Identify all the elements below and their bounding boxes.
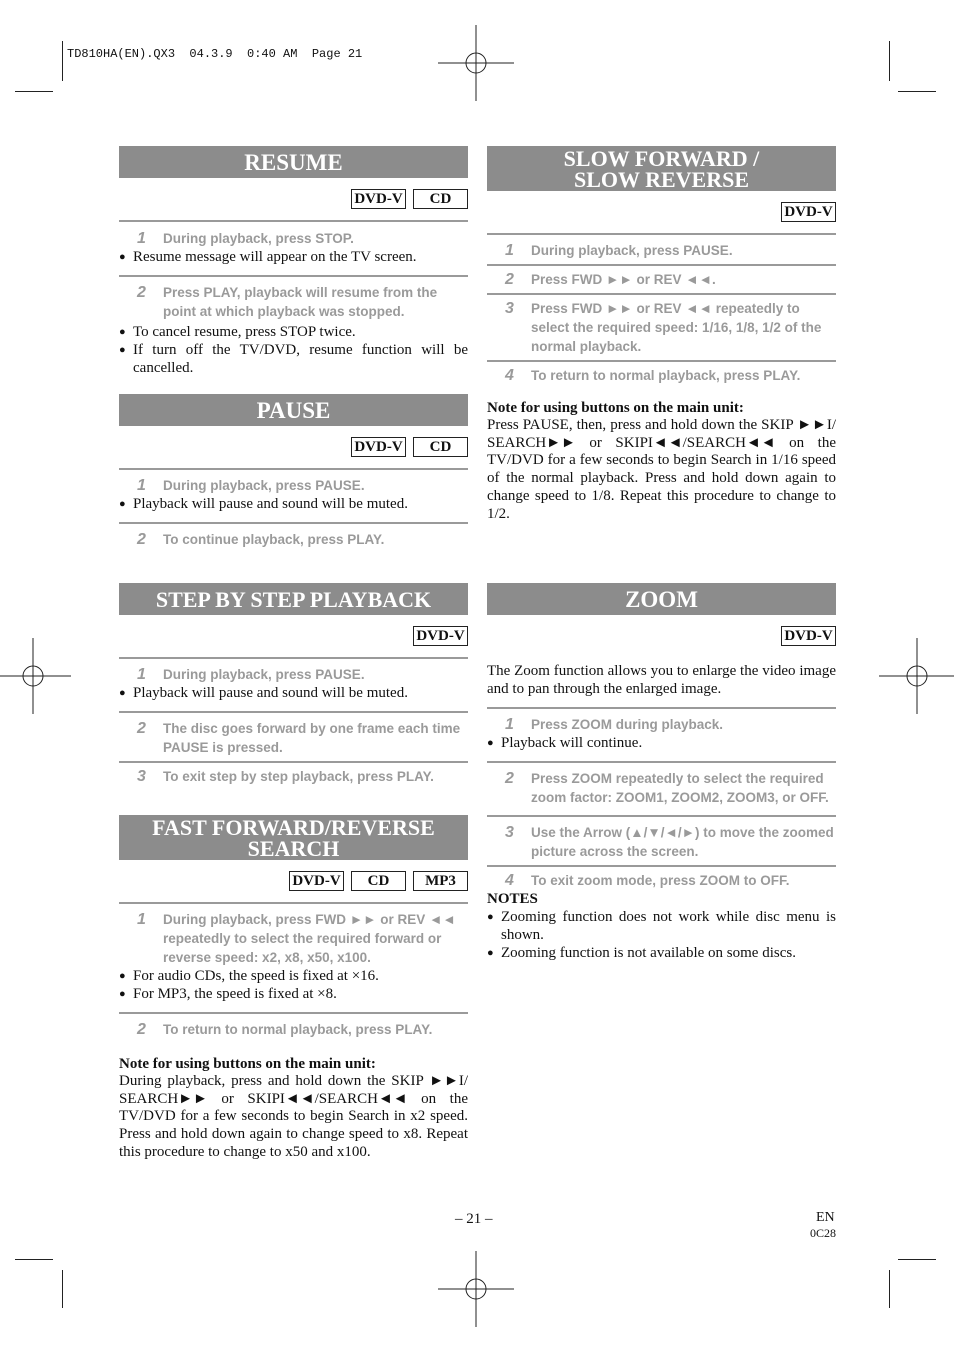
slow-section	[487, 146, 836, 523]
fast-search-note-title: Note for using buttons on the main unit:	[119, 1056, 376, 1072]
divider	[119, 761, 468, 763]
step-number: 1	[137, 911, 146, 928]
step-text: During playback, press PAUSE.	[163, 667, 365, 682]
slow-step-2	[487, 270, 836, 289]
bullet-icon: ●	[119, 687, 126, 699]
crop-mark	[62, 1270, 63, 1308]
dvd-v-badge: DVD-V	[289, 871, 344, 891]
fast-search-section	[119, 815, 468, 1162]
fast-search-step-1	[119, 910, 468, 967]
step-text: To exit step by step playback, press PLAY.	[163, 769, 434, 784]
cd-badge: CD	[413, 437, 468, 457]
document-code: 0C28	[810, 1226, 837, 1240]
step-playback-step-2	[119, 719, 468, 757]
bullet-icon: ●	[119, 970, 126, 982]
step-playback-badges	[119, 626, 468, 646]
resume-bullet-1	[119, 248, 468, 266]
cd-badge: CD	[413, 189, 468, 209]
step-text: To continue playback, press PLAY.	[163, 532, 385, 547]
zoom-step-3	[487, 823, 836, 861]
dvd-v-badge: DVD-V	[351, 437, 406, 457]
bullet-text: Zooming function is not available on some discs.	[501, 945, 796, 962]
step-number: 2	[137, 284, 146, 301]
step-number: 1	[137, 666, 146, 683]
pause-step-2	[119, 530, 468, 549]
cd-badge: CD	[351, 871, 406, 891]
step-playback-step-3	[119, 767, 468, 786]
zoom-note-2	[487, 944, 836, 962]
bullet-icon: ●	[487, 737, 494, 750]
crop-mark	[15, 91, 53, 92]
slow-title-line1: SLOW FORWARD /	[563, 145, 760, 171]
bullet-icon: ●	[119, 498, 126, 510]
zoom-note-1	[487, 908, 836, 944]
resume-badges	[119, 189, 468, 209]
fast-search-badges	[119, 871, 468, 891]
bullet-text: Playback will pause and sound will be muted.	[133, 496, 408, 512]
fast-search-title-line1: FAST FORWARD/REVERSE	[152, 814, 435, 840]
zoom-notes-title: NOTES	[487, 891, 538, 908]
slow-title	[487, 146, 836, 191]
bullet-text: For audio CDs, the speed is fixed at ×16.	[133, 968, 379, 984]
divider	[119, 275, 468, 277]
file-header: TD810HA(EN).QX3 04.3.9 0:40 AM Page 21	[67, 47, 363, 61]
bullet-icon: ●	[487, 911, 494, 924]
crop-mark	[889, 41, 890, 81]
slow-badges	[487, 202, 836, 222]
crop-mark	[889, 1270, 890, 1308]
slow-step-4	[487, 366, 836, 385]
bullet-text: Resume message will appear on the TV screen.	[133, 249, 417, 265]
zoom-step-2	[487, 769, 836, 807]
language-code: EN	[816, 1210, 835, 1225]
zoom-intro: The Zoom function allows you to enlarge the video image and to pan through the enlarged image.	[487, 663, 836, 697]
step-number: 3	[137, 768, 146, 785]
divider	[487, 761, 836, 763]
step-number: 2	[137, 531, 146, 548]
step-number: 1	[137, 477, 146, 494]
step-text: Press FWD ►► or REV ◄◄ repeatedly to select the required speed: 1/16, 1/8, 1/2 of the normal playback.	[531, 301, 822, 354]
step-number: 2	[505, 770, 514, 788]
divider	[487, 865, 836, 867]
step-text: Use the Arrow (▲/▼/◄/►) to move the zoomed picture across the screen.	[531, 825, 834, 860]
step-number: 4	[505, 872, 514, 890]
step-number: 1	[137, 230, 146, 247]
bullet-text: Playback will pause and sound will be muted.	[133, 685, 408, 701]
divider	[119, 711, 468, 713]
crop-mark	[898, 1259, 936, 1260]
slow-note-text: Press PAUSE, then, press and hold down the SKIP ►►I/ SEARCH►► or SKIPI◄◄/SEARCH◄◄ on the TV/DVD for a few seconds to begin Search in 1/16 speed of the normal playback. Press and hold down again to change speed to 1/8. Repeat this procedure to change to 1/2.	[487, 417, 836, 522]
divider	[487, 815, 836, 817]
fast-search-step-2	[119, 1020, 468, 1039]
zoom-title	[487, 583, 836, 615]
fast-search-title	[119, 815, 468, 860]
resume-bullet-3	[119, 341, 468, 377]
divider	[487, 293, 836, 295]
slow-step-1	[487, 241, 836, 260]
bullet-icon: ●	[487, 947, 494, 960]
step-number: 3	[505, 824, 514, 842]
step-number: 3	[505, 300, 514, 317]
step-playback-step-1	[119, 665, 468, 684]
bullet-icon: ●	[119, 344, 126, 356]
pause-badges	[119, 437, 468, 457]
resume-step-1	[119, 229, 468, 248]
bullet-text: Zooming function does not work while disc menu is shown.	[501, 909, 836, 944]
resume-title-text: RESUME	[244, 149, 343, 175]
bullet-text: For MP3, the speed is fixed at ×8.	[133, 986, 337, 1002]
fast-search-bullet-1	[119, 967, 468, 985]
zoom-title-text: ZOOM	[625, 586, 698, 612]
bullet-icon: ●	[119, 326, 126, 338]
pause-bullet-1	[119, 495, 468, 513]
step-number: 1	[505, 716, 514, 734]
step-number: 4	[505, 367, 514, 384]
zoom-bullet-1	[487, 734, 836, 752]
bullet-text: To cancel resume, press STOP twice.	[133, 324, 356, 340]
zoom-step-4	[487, 871, 836, 890]
crop-mark	[898, 91, 936, 92]
step-playback-title	[119, 583, 468, 615]
step-number: 1	[505, 242, 514, 259]
step-text: To return to normal playback, press PLAY.	[531, 368, 801, 383]
page-number: – 21 –	[455, 1211, 493, 1227]
fast-search-title-line2: SEARCH	[247, 835, 340, 861]
step-number: 2	[505, 271, 514, 288]
slow-step-3	[487, 299, 836, 356]
divider	[487, 707, 836, 709]
divider	[119, 902, 468, 904]
divider	[119, 657, 468, 659]
zoom-step-1	[487, 715, 836, 734]
step-text: The disc goes forward by one frame each time PAUSE is pressed.	[163, 721, 461, 755]
divider	[487, 360, 836, 362]
step-text: To return to normal playback, press PLAY.	[163, 1022, 433, 1037]
fast-search-bullet-2	[119, 985, 468, 1003]
bullet-icon: ●	[119, 988, 126, 1000]
divider	[487, 264, 836, 266]
step-text: Press PLAY, playback will resume from the point at which playback was stopped.	[163, 285, 438, 319]
divider	[119, 1012, 468, 1014]
divider	[487, 233, 836, 235]
registration-mark-icon	[438, 25, 514, 101]
registration-mark-icon	[0, 638, 71, 714]
divider	[119, 468, 468, 470]
slow-title-line2: SLOW REVERSE	[573, 166, 750, 192]
dvd-v-badge: DVD-V	[781, 626, 836, 646]
dvd-v-badge: DVD-V	[413, 626, 468, 646]
dvd-v-badge: DVD-V	[351, 189, 406, 209]
crop-mark	[15, 1259, 53, 1260]
crop-mark	[62, 41, 63, 81]
resume-section	[119, 146, 468, 377]
pause-section	[119, 394, 468, 549]
step-text: Press FWD ►► or REV ◄◄.	[531, 272, 716, 287]
resume-step-2	[119, 283, 468, 321]
bullet-icon: ●	[119, 251, 126, 263]
mp3-badge: MP3	[413, 871, 468, 891]
divider	[119, 522, 468, 524]
step-playback-title-text: STEP BY STEP PLAYBACK	[155, 586, 432, 612]
step-text: Press ZOOM during playback.	[531, 717, 724, 733]
bullet-text: If turn off the TV/DVD, resume function will be cancelled.	[133, 342, 468, 376]
step-text: Press ZOOM repeatedly to select the required zoom factor: ZOOM1, ZOOM2, ZOOM3, or OFF.	[531, 771, 829, 806]
fast-search-note-text: During playback, press and hold down the SKIP ►►I/ SEARCH►► or SKIPI◄◄/SEARCH◄◄ on the TV/DVD for a few seconds to begin Search in x2 speed. Press and hold down again to change speed to x8. Repeat this procedure to change to x50 and x100.	[119, 1073, 468, 1160]
registration-mark-icon	[879, 638, 954, 714]
resume-bullet-2	[119, 323, 468, 341]
pause-step-1	[119, 476, 468, 495]
zoom-section	[487, 583, 836, 962]
bullet-text: Playback will continue.	[501, 735, 643, 752]
step-playback-section	[119, 583, 468, 786]
step-text: During playback, press FWD ►► or REV ◄◄ repeatedly to select the required forward or reverse speed: x2, x8, x50, x100.	[163, 912, 456, 965]
step-number: 2	[137, 720, 146, 737]
pause-title-text: PAUSE	[256, 397, 331, 423]
step-text: During playback, press STOP.	[163, 231, 354, 246]
slow-note-title: Note for using buttons on the main unit:	[487, 400, 744, 416]
registration-mark-icon	[438, 1251, 514, 1327]
dvd-v-badge: DVD-V	[781, 202, 836, 222]
step-text: To exit zoom mode, press ZOOM to OFF.	[531, 873, 790, 889]
zoom-badges	[487, 626, 836, 646]
step-number: 2	[137, 1021, 146, 1038]
resume-title	[119, 146, 468, 178]
step-playback-bullet-1	[119, 684, 468, 702]
pause-title	[119, 394, 468, 426]
step-text: During playback, press PAUSE.	[531, 243, 733, 258]
divider	[119, 220, 468, 222]
step-text: During playback, press PAUSE.	[163, 478, 365, 493]
